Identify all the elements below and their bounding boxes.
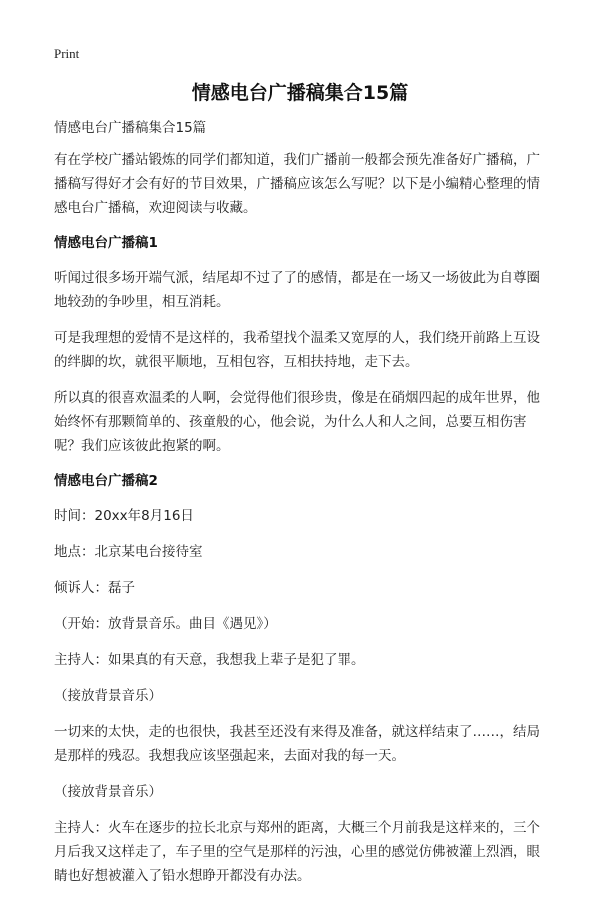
time-line: 时间：20xx年8月16日	[54, 508, 194, 524]
teller-line: 倾诉人：磊子	[54, 580, 135, 596]
page-title: 情感电台广播稿集合15篇	[191, 82, 409, 104]
intro-paragraph: 有在学校广播站锻炼的同学们都知道，我们广播前一般都会预先准备好广播稿，广播稿写得好才会有好的节目效果，广播稿应该怎么写呢？以下是小编精心整理的情感电台广播稿，欢迎阅读与收藏。	[54, 152, 540, 216]
section-heading-1: 情感电台广播稿1	[54, 235, 158, 251]
section1-paragraph-3: 所以真的很喜欢温柔的人啊，会觉得他们很珍贵，像是在硝烟四起的成年世界，他始终怀有那颗简单的、孩童般的心，他会说，为什么人和人之间，总要互相伤害呢？我们应该彼此抱紧的啊。	[54, 390, 540, 454]
section1-paragraph-2: 可是我理想的爱情不是这样的，我希望找个温柔又宽厚的人，我们绕开前路上互设的绊脚的坎，就很平顺地，互相包容，互相扶持地，走下去。	[54, 330, 540, 370]
section-heading-2: 情感电台广播稿2	[54, 473, 158, 489]
story-paragraph: 一切来的太快，走的也很快，我甚至还没有来得及准备，就这样结束了……，结局是那样的残忍。我想我应该坚强起来，去面对我的每一天。	[54, 724, 540, 764]
print-link[interactable]: Print	[54, 46, 80, 61]
place-line: 地点：北京某电台接待室	[54, 544, 203, 560]
bgm-note-2: （接放背景音乐）	[54, 784, 162, 800]
section1-paragraph-1: 听闻过很多场开端气派，结尾却不过了了的感情，都是在一场又一场彼此为自尊圈地较劲的争吵里，相互消耗。	[54, 270, 540, 310]
start-note: （开始：放背景音乐。曲目《遇见》）	[54, 616, 277, 632]
host-line-2: 主持人：火车在逐步的拉长北京与郑州的距离，大概三个月前我是这样来的，三个月后我又这样走了，车子里的空气是那样的污浊，心里的感觉仿佛被灌上烈酒，眼睛也好想被灌入了铅水想睁开都没有办法。	[54, 820, 540, 884]
host-line-1: 主持人：如果真的有天意，我想我上辈子是犯了罪。	[54, 652, 365, 668]
article-body	[54, 116, 550, 900]
article-subtitle: 情感电台广播稿集合15篇	[54, 120, 207, 136]
bgm-note-1: （接放背景音乐）	[54, 688, 162, 704]
